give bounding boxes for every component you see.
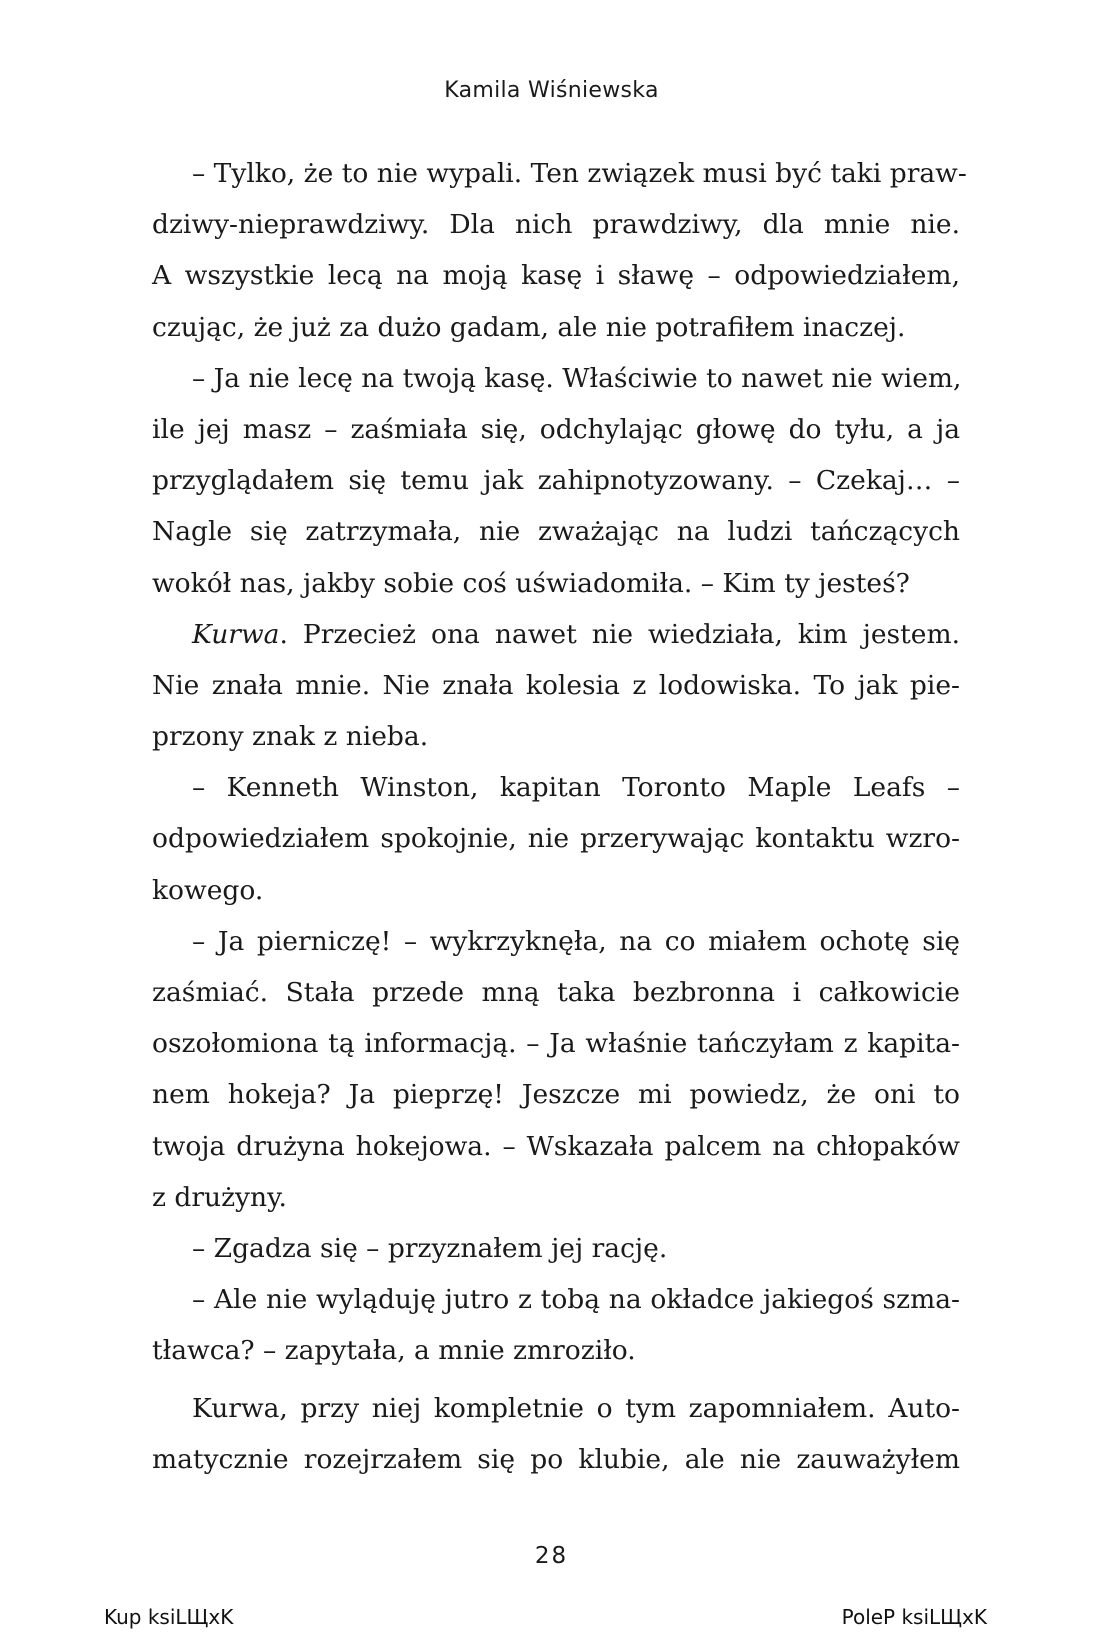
text-line: odpowiedziałem spokojnie, nie przerywając kontaktu wzro-	[152, 823, 960, 855]
text-line: Nie znała mnie. Nie znała kolesia z lodowiska. To jak pie-	[152, 669, 960, 701]
text-line: zaśmiać. Stała przede mną taka bezbronna i całkowicie	[152, 977, 960, 1008]
text-line: oszołomiona tą informacją. – Ja właśnie tańczyłam z kapita-	[152, 1028, 960, 1060]
text-line: czując, że już za dużo gadam, ale nie potrafiłem inaczej.	[152, 311, 906, 343]
text-line: ile jej masz – zaśmiała się, odchylając głowę do tyłu, a ja	[152, 413, 960, 445]
text-line: – Tylko, że to nie wypali. Ten związek musi być taki praw-	[192, 158, 967, 189]
text-line: przyglądałem się temu jak zahipnotyzowany. – Czekaj… –	[152, 465, 960, 497]
text-line: Nagle się zatrzymała, nie zważając na ludzi tańczących	[152, 516, 960, 548]
text-line: A wszystkie lecą na moją kasę i sławę – odpowiedziałem,	[152, 260, 960, 292]
text-fragment: . Przecież ona nawet nie wiedziała, kim jestem.	[279, 618, 960, 650]
text-line: tławca? – zapytała, a mnie zmroziło.	[152, 1335, 636, 1367]
text-line: wokół nas, jakby sobie coś uświadomiła. – Kim ty jesteś?	[152, 567, 910, 599]
page-number: 28	[534, 1543, 569, 1569]
text-line: matycznie rozejrzałem się po klubie, ale nie zauważyłem	[152, 1443, 960, 1475]
text-line: z drużyny.	[152, 1181, 287, 1213]
text-line: – Ja nie lecę na twoją kasę. Właściwie to nawet nie wiem,	[192, 362, 962, 394]
text-line: kowego.	[152, 874, 264, 906]
text-line: twoja drużyna hokejowa. – Wskazała palcem na chłopaków	[152, 1130, 960, 1162]
text-line: nem hokeja? Ja pieprzę! Jeszcze mi powiedz, że oni to	[152, 1079, 960, 1111]
text-line	[152, 609, 960, 660]
text-line: Kurwa, przy niej kompletnie o tym zapomniałem. Auto-	[192, 1392, 960, 1424]
text-line: – Ja pierniczę! – wykrzyknęła, na co miałem ochotę się	[192, 925, 960, 957]
body-text	[152, 148, 967, 1485]
running-header-author: Kamila Wiśniewska	[444, 78, 659, 103]
italic-word: Kurwa	[192, 618, 280, 650]
text-line: dziwy-nieprawdziwy. Dla nich prawdziwy, dla mnie nie.	[152, 209, 960, 241]
text-line: przony znak z nieba.	[152, 721, 429, 753]
text-line: – Kenneth Winston, kapitan Toronto Maple Leafs –	[192, 772, 960, 804]
text-line: – Ale nie wyląduję jutro z tobą na okładce jakiegoś szma-	[192, 1284, 960, 1316]
footer-buy-link[interactable]: Kup ksiLЩxK	[104, 1605, 234, 1629]
footer-recommend-link[interactable]: PoleP ksiLЩxK	[841, 1605, 987, 1629]
text-line: – Zgadza się – przyznałem jej rację.	[192, 1232, 668, 1264]
